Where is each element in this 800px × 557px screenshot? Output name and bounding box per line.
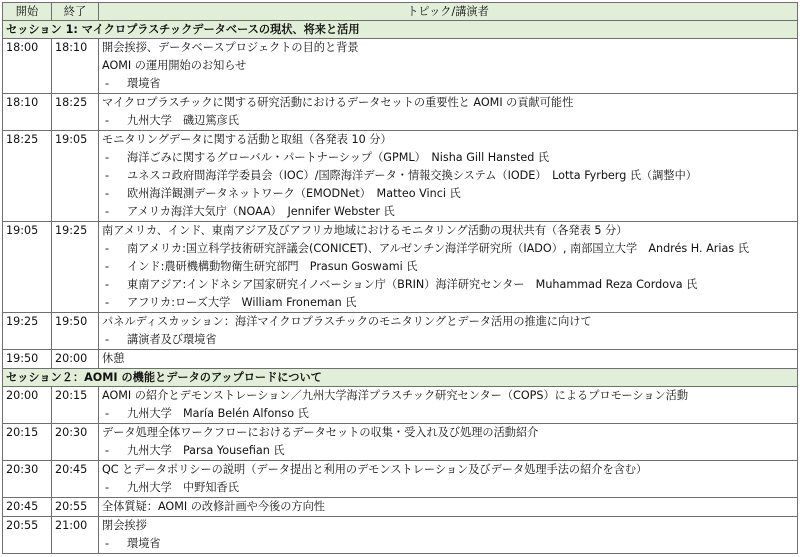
start-time: 19:50 (3, 350, 52, 369)
session-title: セッション２：AOMI の機能とデータのアップロードについて (3, 369, 798, 387)
dash-bullet-icon: - (105, 169, 110, 182)
speaker-line (102, 258, 794, 276)
header-end: 終了 (52, 3, 99, 21)
header-topic: トピック/講演者 (99, 3, 798, 21)
start-time: 20:00 (3, 387, 52, 424)
schedule-row (3, 131, 798, 222)
speaker-line (102, 75, 794, 93)
speaker-line (102, 149, 794, 167)
topic-title: AOMI の運用開始のお知らせ (102, 59, 247, 72)
start-time: 18:25 (3, 131, 52, 222)
speaker-text: アメリカ海洋大気庁（NOAA） Jennifer Webster 氏 (127, 205, 395, 218)
start-time: 18:10 (3, 94, 52, 131)
program-body (3, 21, 798, 554)
topic-cell (99, 498, 798, 517)
start-time: 19:05 (3, 222, 52, 313)
start-time: 19:25 (3, 313, 52, 350)
dash-bullet-icon: - (105, 444, 110, 457)
dash-bullet-icon: - (105, 77, 110, 90)
topic-cell (99, 387, 798, 424)
topic-title: モニタリングデータに関する活動と取組（各発表 10 分） (102, 133, 392, 146)
topic-title: 休憩 (102, 352, 125, 365)
speaker-text: 九州大学 María Belén Alfonso 氏 (127, 407, 309, 420)
schedule-row (3, 498, 798, 517)
speaker-text: 南アメリカ:国立科学技術研究評議会(CONICET)、アルゼンチン海洋学研究所（IADO）, 南部国立大学 Andrés H. Arias 氏 (127, 242, 749, 255)
start-time: 20:55 (3, 517, 52, 554)
speaker-text: 東南アジア:インドネシア国家研究イノベーション庁（BRIN）海洋研究センター Muhammad Reza Cordova 氏 (127, 278, 698, 291)
speaker-text: アフリカ:ローズ大学 William Froneman 氏 (127, 296, 357, 309)
session-header (3, 369, 798, 387)
speaker-line (102, 294, 794, 312)
speaker-line (102, 203, 794, 221)
topic-cell (99, 39, 798, 94)
end-time: 18:10 (52, 39, 99, 94)
schedule-row (3, 94, 798, 131)
dash-bullet-icon: - (105, 407, 110, 420)
header-row (3, 3, 798, 21)
end-time: 20:55 (52, 498, 99, 517)
speaker-text: 環境省 (127, 77, 161, 90)
start-time: 20:45 (3, 498, 52, 517)
session-title: セッション 1: マイクロプラスチックデータベースの現状、将来と活用 (3, 21, 798, 39)
start-time: 18:00 (3, 39, 52, 94)
speaker-line (102, 479, 794, 497)
dash-bullet-icon: - (105, 260, 110, 273)
dash-bullet-icon: - (105, 333, 110, 346)
dash-bullet-icon: - (105, 296, 110, 309)
dash-bullet-icon: - (105, 278, 110, 291)
dash-bullet-icon: - (105, 187, 110, 200)
speaker-line (102, 331, 794, 349)
end-time: 20:15 (52, 387, 99, 424)
topic-title: 閉会挨拶 (102, 519, 147, 532)
start-time: 20:30 (3, 461, 52, 498)
end-time: 19:50 (52, 313, 99, 350)
end-time: 20:00 (52, 350, 99, 369)
schedule-row (3, 350, 798, 369)
end-time: 18:25 (52, 94, 99, 131)
schedule-row (3, 387, 798, 424)
speaker-line (102, 167, 794, 185)
speaker-text: 講演者及び環境省 (127, 333, 217, 346)
topic-cell (99, 94, 798, 131)
speaker-text: 九州大学 Parsa Yousefian 氏 (127, 444, 285, 457)
speaker-line (102, 185, 794, 203)
speaker-text: ユネスコ政府間海洋学委員会（IOC）/国際海洋データ・情報交換システム（IODE） Lotta Fyrberg 氏（調整中） (127, 169, 697, 182)
dash-bullet-icon: - (105, 151, 110, 164)
schedule-row (3, 222, 798, 313)
topic-title: データ処理全体ワークフローにおけるデータセットの収集・受入れ及び処理の活動紹介 (102, 426, 539, 439)
end-time: 20:30 (52, 424, 99, 461)
end-time: 19:25 (52, 222, 99, 313)
program-table (2, 2, 798, 554)
header-start: 開始 (3, 3, 52, 21)
end-time: 19:05 (52, 131, 99, 222)
topic-title: 全体質疑：AOMI の改修計画や今後の方向性 (102, 500, 325, 513)
end-time: 20:45 (52, 461, 99, 498)
dash-bullet-icon: - (105, 537, 110, 550)
speaker-line (102, 276, 794, 294)
speaker-text: 欧州海洋観測データネットワーク（EMODNet） Matteo Vinci 氏 (127, 187, 461, 200)
dash-bullet-icon: - (105, 114, 110, 127)
topic-cell (99, 350, 798, 369)
topic-title: 南アメリカ、インド、東南アジア及びアフリカ地域におけるモニタリング活動の現状共有（各発表 5 分） (102, 224, 628, 237)
schedule-row (3, 424, 798, 461)
topic-cell (99, 517, 798, 554)
schedule-row (3, 517, 798, 554)
end-time: 21:00 (52, 517, 99, 554)
topic-cell (99, 131, 798, 222)
speaker-text: 九州大学 中野知香氏 (127, 481, 239, 494)
schedule-row (3, 39, 798, 94)
topic-title: AOMI の紹介とデモンストレーション／九州大学海洋プラスチック研究センター（COPS）によるプロモーション活動 (102, 389, 689, 402)
topic-title: パネルディスカッション：海洋マイクロプラスチックのモニタリングとデータ活用の推進に向けて (102, 315, 592, 328)
session-header (3, 21, 798, 39)
topic-cell (99, 461, 798, 498)
speaker-line (102, 240, 794, 258)
schedule-row (3, 461, 798, 498)
dash-bullet-icon: - (105, 205, 110, 218)
schedule-row (3, 313, 798, 350)
topic-title: マイクロプラスチックに関する研究活動におけるデータセットの重要性と AOMI の貢献可能性 (102, 96, 574, 109)
dash-bullet-icon: - (105, 242, 110, 255)
topic-cell (99, 424, 798, 461)
topic-cell (99, 222, 798, 313)
speaker-text: 環境省 (127, 537, 161, 550)
speaker-line (102, 535, 794, 553)
speaker-text: インド:農研機構動物衛生研究部門 Prasun Goswami 氏 (127, 260, 418, 273)
dash-bullet-icon: - (105, 481, 110, 494)
speaker-line (102, 112, 794, 130)
speaker-text: 九州大学 磯辺篤彦氏 (127, 114, 239, 127)
speaker-line (102, 405, 794, 423)
speaker-line (102, 442, 794, 460)
topic-cell (99, 313, 798, 350)
topic-title: QC とデータポリシーの説明（データ提出と利用のデモンストレーション及びデータ処理手法の紹介を含む） (102, 463, 648, 476)
topic-title: 開会挨拶、データベースプロジェクトの目的と背景 (102, 41, 359, 54)
speaker-text: 海洋ごみに関するグローバル・パートナーシップ（GPML） Nisha Gill Hansted 氏 (127, 151, 550, 164)
start-time: 20:15 (3, 424, 52, 461)
